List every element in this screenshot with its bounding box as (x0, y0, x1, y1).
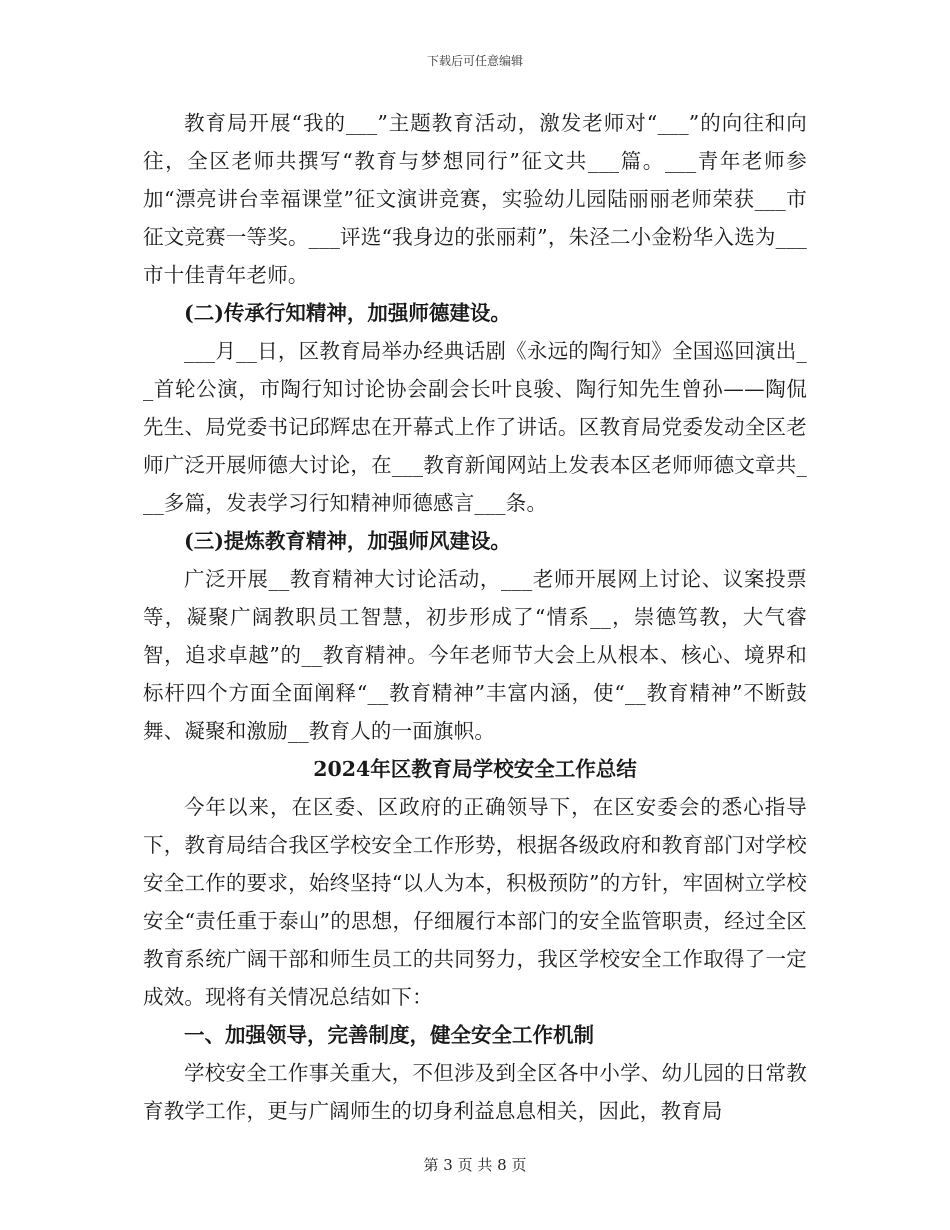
page-number: 第 3 页 共 8 页 (423, 1156, 527, 1174)
paragraph-theme-activities: 教育局开展“我的___”主题教育活动，激发老师对“___”的向往和向往，全区老师共撰写“教育与梦想同行”征文共___篇。___青年老师参加“漂亮讲台幸福课堂”征文演讲竞赛，实验幼儿园陆丽丽老师荣获___市征文竞赛一等奖。___评选“我身边的张丽莉”，朱泾二小金粉华入选为___市十佳青年老师。 (143, 111, 807, 287)
paragraph-intro: 今年以来，在区委、区政府的正确领导下，在区安委会的悉心指导下，教育局结合我区学校安全工作形势，根据各级政府和教育部门对学校安全工作的要求，始终坚持“以人为本，积极预防”的方针，牢固树立学校安全“责任重于泰山”的思想，仔细履行本部门的安全监管职责，经过全区教育系统广阔干部和师生员工的共同努力，我区学校安全工作取得了一定成效。现将有关情况总结如下： (143, 795, 807, 1009)
paragraph-ethics: ___月__日，区教育局举办经典话剧《永远的陶行知》全国巡回演出__首轮公演，市陶行知讨论协会副会长叶良骏、陶行知先生曾孙——陶侃先生、局党委书记邱辉忠在开幕式上作了讲话。区教育局党委发动全区老师广泛开展师德大讨论，在___教育新闻网站上发表本区老师师德文章共___多篇，发表学习行知精神师德感言___条。 (143, 339, 807, 515)
page-header-note: 下载后可任意编辑 (426, 54, 523, 68)
paragraph-spirit: 广泛开展__教育精神大讨论活动，___老师开展网上讨论、议案投票等，凝聚广阔教职员工智慧，初步形成了“情系__，崇德笃教，大气睿智，追求卓越”的__教育精神。今年老师节大会上从根本、核心、境界和标杆四个方面全面阐释“__教育精神”丰富内涵，使“__教育精神”不断鼓舞、凝聚和激励__教育人的一面旗帜。 (143, 567, 807, 743)
document-body (143, 104, 807, 1130)
document-title: 2024年区教育局学校安全工作总结 (313, 757, 637, 781)
section-heading-leadership: 一、加强领导，完善制度，健全安全工作机制 (184, 1023, 594, 1047)
section-heading-spirit: (三)提炼教育精神，加强师风建设。 (184, 529, 511, 553)
section-heading-ethics: (二)传承行知精神，加强师德建设。 (184, 301, 511, 325)
paragraph-leadership: 学校安全工作事关重大，不但涉及到全区各中小学、幼儿园的日常教育教学工作，更与广阔师生的切身利益息息相关，因此，教育局 (143, 1061, 807, 1123)
